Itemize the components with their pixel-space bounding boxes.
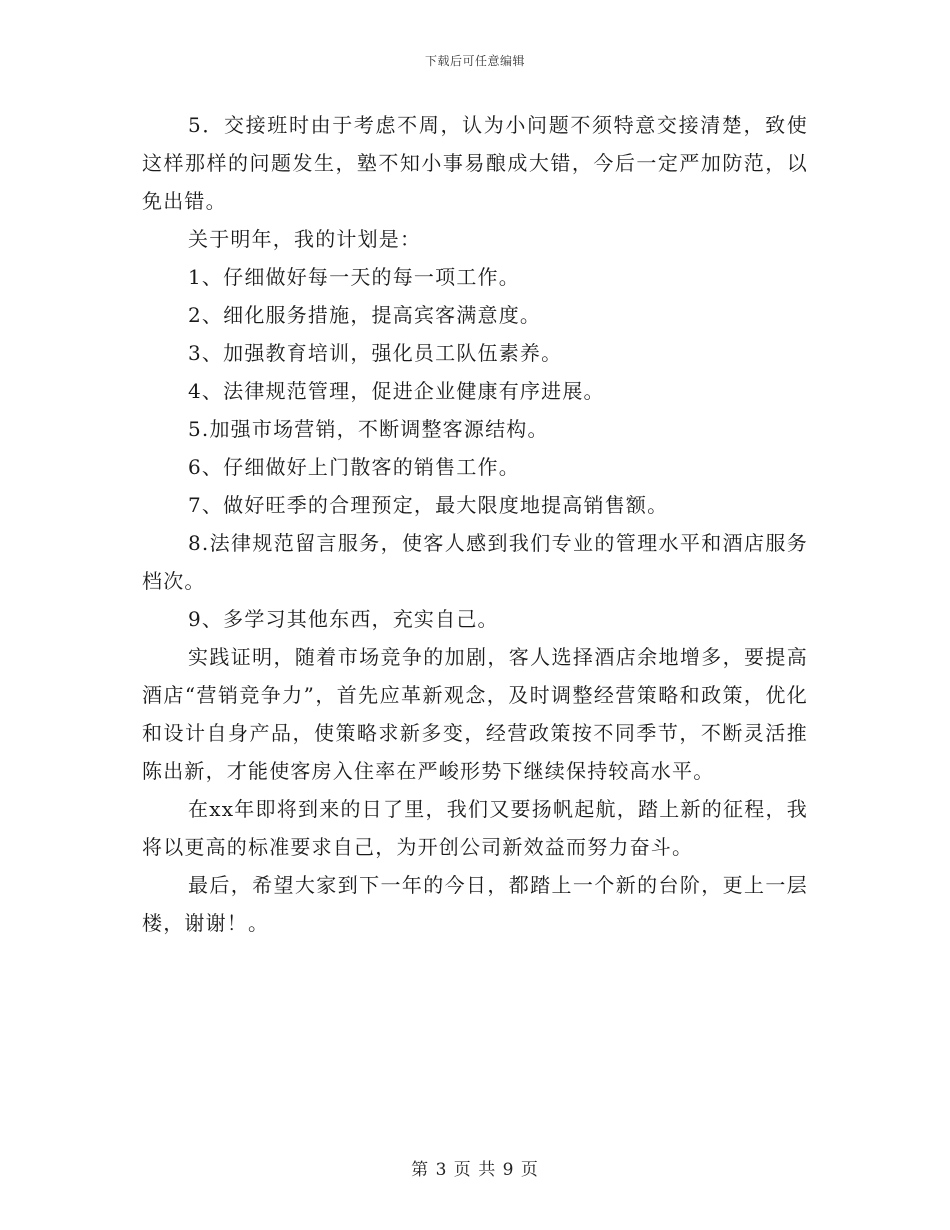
page-header: 下载后可任意编辑	[424, 54, 525, 68]
plan-item-6: 6、仔细做好上门散客的销售工作。	[188, 455, 520, 479]
paragraph-practice: 实践证明，随着市场竞争的加剧，客人选择酒店余地增多，要提高酒店“营销竞争力”，首先应革新观念，及时调整经营策略和政策，优化和设计自身产品，使策略求新多变，经营政策按不同季节，不断灵活推陈出新，才能使客房入住率在严峻形势下继续保持较高水平。	[142, 645, 808, 783]
plan-item-9: 9、多学习其他东西，充实自己。	[188, 607, 499, 631]
page-number: 第 3 页 共 9 页	[411, 1160, 539, 1180]
plan-item-5: 5.加强市场营销，不断调整客源结构。	[188, 417, 549, 441]
paragraph-new-year: 在xx年即将到来的日了里，我们又要扬帆起航，踏上新的征程，我将以更高的标准要求自己，为开创公司新效益而努力奋斗。	[142, 797, 808, 859]
plan-item-4: 4、法律规范管理，促进企业健康有序进展。	[188, 379, 605, 403]
plan-item-3: 3、加强教育培训，强化员工队伍素养。	[188, 341, 563, 365]
plan-item-8: 8.法律规范留言服务，使客人感到我们专业的管理水平和酒店服务档次。	[142, 531, 808, 593]
document-body	[142, 106, 808, 942]
plan-item-7: 7、做好旺季的合理预定，最大限度地提高销售额。	[188, 493, 669, 517]
paragraph-plan-intro: 关于明年，我的计划是：	[188, 227, 422, 251]
paragraph-shift-handover: 5．交接班时由于考虑不周，认为小问题不须特意交接清楚，致使这样那样的问题发生，塾不知小事易酿成大错，今后一定严加防范，以免出错。	[142, 113, 808, 213]
plan-item-1: 1、仔细做好每一天的每一项工作。	[188, 265, 520, 289]
paragraph-closing: 最后，希望大家到下一年的今日，都踏上一个新的台阶，更上一层楼，谢谢！。	[142, 873, 808, 935]
plan-item-2: 2、细化服务措施，提高宾客满意度。	[188, 303, 542, 327]
